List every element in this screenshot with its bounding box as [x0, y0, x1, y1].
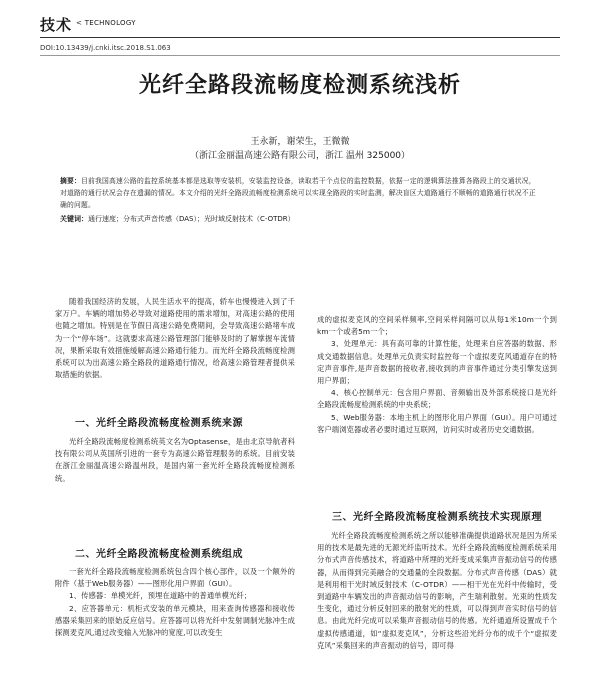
list-item-5: 5、Web服务器：本地主机上的图形化用户界面（GUI）。用户可通过客户端浏览器或者必要时通过互联网，访问实时或者历史交通数据。	[317, 412, 557, 434]
section-3-paragraph	[317, 530, 557, 670]
section-1-paragraph	[55, 436, 295, 485]
section-heading-1: 一、光纤全路段流畅度检测系统来源	[75, 418, 243, 429]
section-3-text: 光纤全路段流畅度检测系统之所以能够准确提供道路状况是因为所采用的技术是最先进的无源光纤监听技术。光纤全路段流畅度检测系统采用分布式声音传感技术，将道路中所埋的光纤变成采集声音振动信号的传感器，从而得到完美融合的交通量的全段数据。分布式声音传感（DAS）就是利用相干光时域反射技术（C-OTDR）——相干光在光纤中传输时，受到道路中车辆发出的声音振动信号的影响，产生瑞利散射。光束的性质发生变化，通过分析反射回来的散射光的性质，可以得到声音实时信号的信息。由此光纤完成可以采集声音振动信号的传感。光纤通道所设置成千个虚拟传感通道，如“虚拟麦克风”，分析这些沿光纤分布的成千个“虚拟麦克风”采集回来的声音振动的信号，即可得	[317, 531, 557, 650]
section-2-paragraph	[55, 566, 295, 639]
section-heading-3: 三、光纤全路段流畅度检测系统技术实现原理	[332, 512, 542, 523]
section-2-text: 一套光纤全路段流畅度检测系统包含四个核心部件，以及一个额外的附件（基于Web服务器）——图形化用户界面（GUI）。	[55, 567, 295, 589]
keywords	[60, 214, 542, 224]
section-heading-2: 二、光纤全路段流畅度检测系统组成	[75, 549, 243, 560]
abstract	[60, 175, 542, 211]
intro-text: 随着我国经济的发展，人民生活水平的提高，轿车也慢慢进入到了千家万户。车辆的增加势必导致对道路使用的需求增加，对高速公路的使用也随之增加。特别是在节假日高速公路免费期间，会导致高速公路堵车成为一个“停车场”。这就要求高速公路管理部门能够及时的了解掌握车流情况，果断采取有效措施缓解高速公路通行能力。而光纤全路段流畅度检测系统可以为出高速公路全路段的道路通行情况，给高速公路管理者提供采取措施的依据。	[55, 297, 295, 380]
list-item-3: 3、处理单元：具有高可靠的计算性能，处理来自应答器的数据、形成交通数据信息。处理单元负责实时监控每一个虚拟麦克风通道存在的特定声音事件,是声音数据的接收者,接收到的声音事件通过分类引擎发送到用户界面；	[317, 339, 557, 386]
section-1-text: 光纤全路段流畅度检测系统英文名为Optasense，是由北京导航者科技有限公司从英国所引进的一套专为高速公路管理服务的系统。目前安装在浙江金丽温高速公路温州段，是国内第一套光纤全路段流畅度检测系统。	[55, 437, 295, 483]
header-rule-2	[40, 55, 560, 56]
continuation-text: 成的虚拟麦克风的空间采样频率,空间采样间隔可以从每1米10m一个到km一个或者5m一个；	[317, 315, 557, 337]
header-rule	[40, 37, 560, 38]
article-affiliation: （浙江金丽温高速公路有限公司，浙江 温州 325000）	[189, 151, 411, 161]
intro-paragraph	[55, 296, 295, 381]
keywords-label: 关键词：	[60, 215, 88, 223]
doi: DOI:10.13439/j.cnki.itsc.2018.S1.063	[40, 44, 171, 52]
article-authors: 王永新，谢荣生，王微微	[250, 137, 350, 147]
right-continuation	[317, 314, 557, 436]
section-sublabel: < TECHNOLOGY	[76, 19, 136, 27]
article-title: 光纤全路段流畅度检测系统浅析	[138, 73, 461, 98]
section-label: 技术	[40, 16, 73, 34]
keywords-text: 通行速度；分布式声音传感（DAS）；光时域反射技术（C-OTDR）	[88, 215, 295, 223]
list-item-1: 1、传感器：单模光纤，预埋在道路中的普通单模光纤；	[69, 591, 252, 601]
list-item-4: 4、核心控制单元：包含用户界面、音频输出及外部系统接口是光纤全路段流畅度检测系统的中央系统；	[317, 388, 557, 410]
list-item-2: 2、应答器单元：机柜式安装的单元模块，用来查询传感器和接收传感器采集回来的原始反应信号。应答器可以将光纤中发射调制光脉冲生成探测麦克风,通过改变输入光脉冲的宽度,可以改变生	[55, 603, 295, 638]
abstract-text: 目前我国高速公路的监控系统基本都是选取等安装机，安装监控设备，读取若干个点位的监控数据，依据一定的逻辑算法推算各路段上的交通状况，对道路的通行状况会存在遗漏的情况。本文介绍的光纤全路段流畅度检测系统可以实现全路段的实时监测，解决盲区大道路通行不顺畅的道路通行状况不正确的问题。	[60, 177, 536, 209]
abstract-label: 摘要：	[60, 177, 81, 185]
